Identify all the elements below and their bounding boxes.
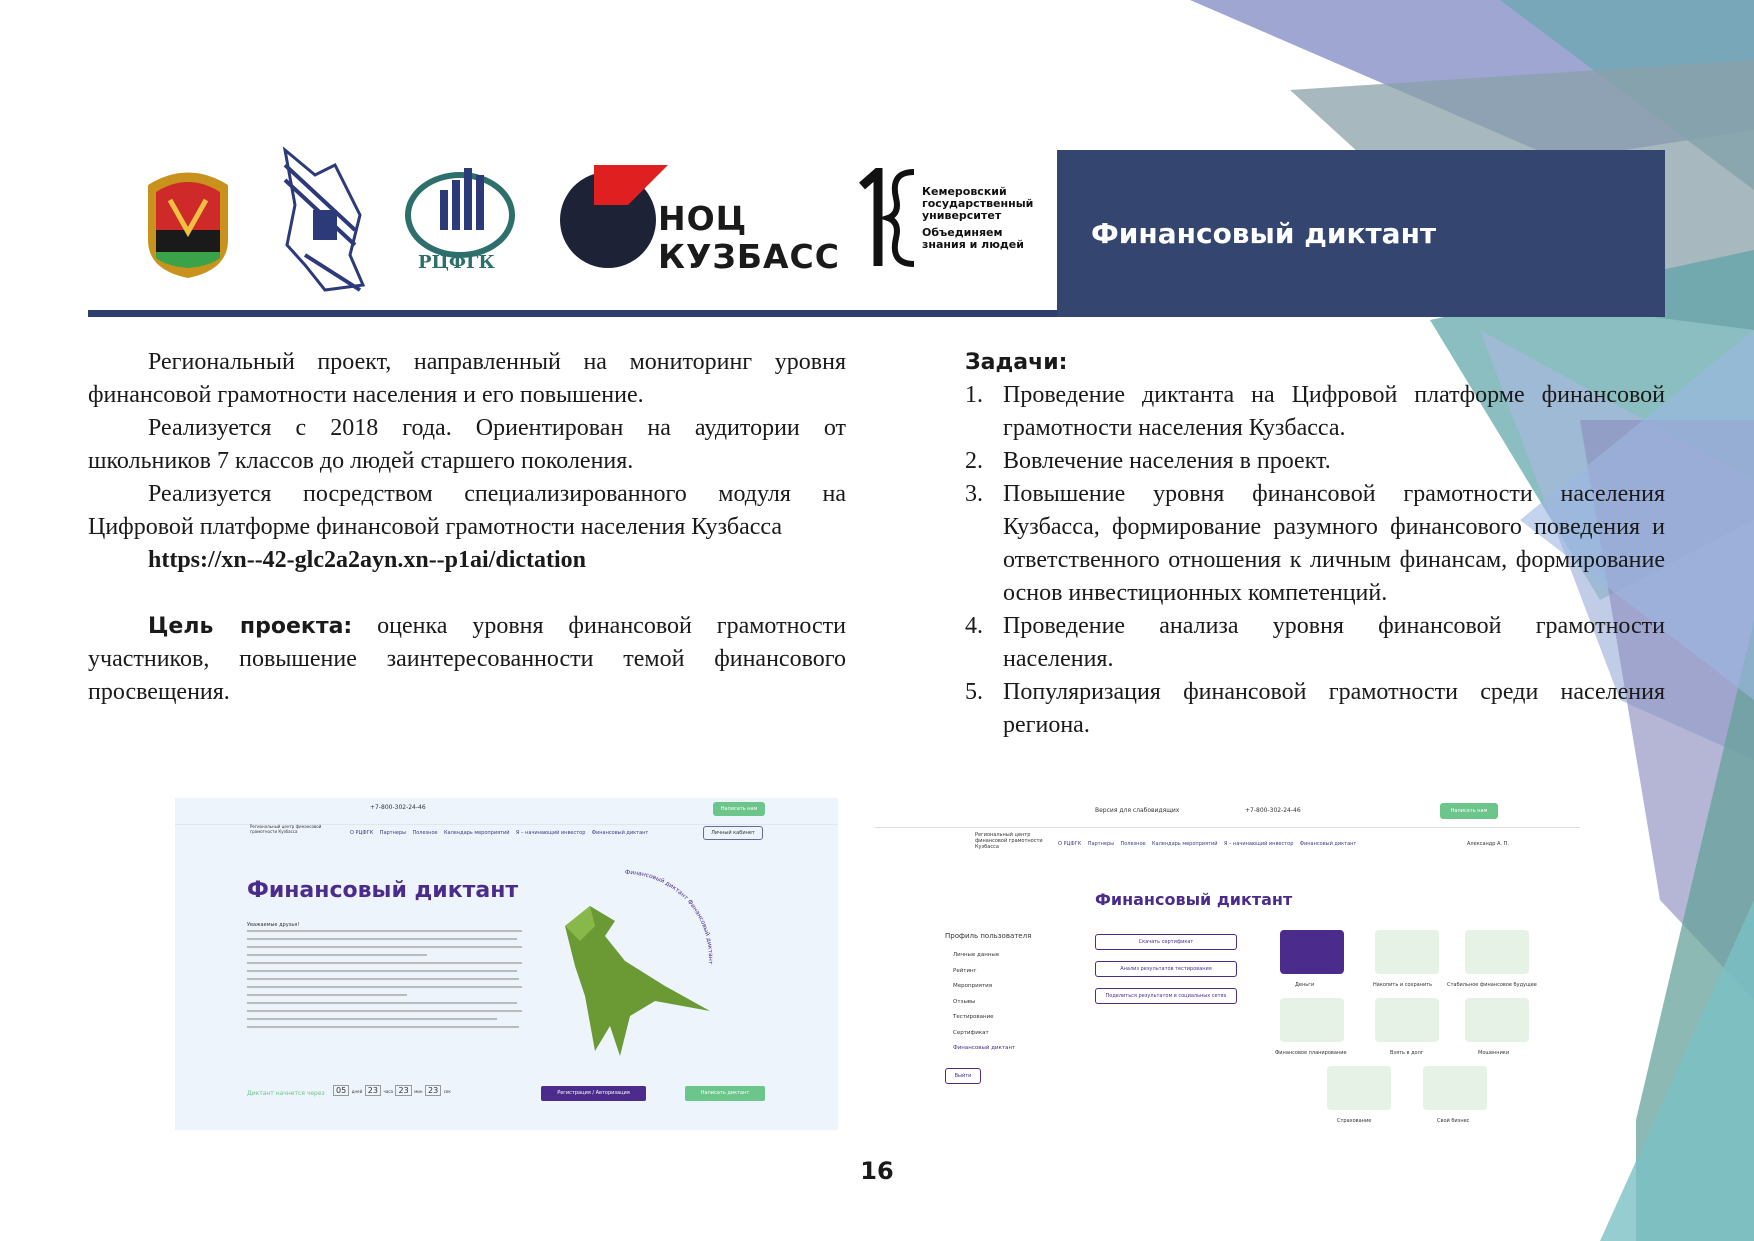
list-item [965, 445, 1665, 478]
noc-circle-icon [558, 165, 668, 270]
noc-line2: КУЗБАСС [658, 237, 840, 276]
circle-text: Финансовый диктант Финансовый диктант [624, 868, 714, 965]
page-number: 16 [860, 1157, 894, 1185]
register-button[interactable]: Регистрация / Авторизация [541, 1086, 646, 1101]
nav-item[interactable]: Я – начинающий инвестор [1223, 841, 1294, 847]
greeting-text: Уважаемые друзья! [247, 922, 300, 928]
accessibility-link[interactable]: Версия для слабовидящих [1095, 807, 1180, 814]
list-number: 5. [965, 679, 983, 705]
kemsu-line: государственный [922, 197, 1034, 210]
phone-text: +7-800-302-24-46 [1245, 807, 1301, 814]
user-name[interactable]: Александр А. П. [1467, 841, 1509, 847]
svg-text:Финансовый диктант Финансовый [625, 869, 714, 965]
countdown-unit: дней [351, 1089, 363, 1094]
countdown-seconds: 23 [425, 1085, 441, 1096]
download-certificate-button[interactable]: Скачать сертификат [1095, 934, 1237, 950]
list-number: 2. [965, 448, 983, 474]
noc-line1: НОЦ [658, 199, 748, 238]
kemsu-mark-icon [858, 168, 920, 268]
nav-item[interactable]: Я – начинающий инвестор [515, 830, 586, 836]
page-title: Финансовый диктант [1091, 217, 1437, 250]
write-dictation-button[interactable]: Написать диктант [685, 1086, 765, 1101]
nav-item[interactable]: Финансовый диктант [1299, 841, 1357, 847]
tile-label: Мошенники [1478, 1050, 1510, 1056]
phone-text: +7-800-302-24-46 [370, 804, 426, 811]
tile-savings-icon[interactable] [1375, 930, 1439, 974]
nav-bar [350, 830, 648, 836]
profile-menu-item[interactable]: Сертификат [953, 1029, 989, 1036]
paragraph-2: Реализуется с 2018 года. Ориентирован на аудитории от школьников 7 классов до людей старшего поколения. [88, 415, 846, 474]
website-screenshot-2 [875, 798, 1580, 1128]
list-text: Проведение диктанта на Цифровой платформе финансовой грамотности населения Кузбасса. [1003, 382, 1665, 441]
nav-item[interactable]: Финансовый диктант [591, 830, 649, 836]
tile-business-icon[interactable] [1423, 1066, 1487, 1110]
kemsu-slogan: Объединяем [922, 226, 1003, 239]
test-analysis-button[interactable]: Анализ результатов тестирования [1095, 961, 1237, 977]
countdown-timer [333, 1086, 451, 1095]
tile-money-icon[interactable] [1280, 930, 1344, 974]
tile-fraud-icon[interactable] [1465, 998, 1529, 1042]
nav-item[interactable]: Полезное [412, 830, 438, 836]
tile-label: Финансовое планирование [1275, 1050, 1347, 1056]
goal-label: Цель проекта: [148, 614, 353, 639]
share-result-button[interactable]: Поделиться результатом в социальных сетях [1095, 988, 1237, 1004]
list-number: 1. [965, 382, 983, 408]
org-name: Региональный центр финансовой грамотности Кузбасса [975, 832, 1043, 850]
nav-item[interactable]: Календарь мероприятий [1151, 841, 1218, 847]
tasks-heading: Задачи: [965, 350, 1068, 375]
rcfgk-label: РЦФГК [418, 252, 495, 273]
account-button[interactable]: Личный кабинет [703, 826, 763, 840]
website-screenshot-1 [175, 798, 838, 1130]
tile-planning-icon[interactable] [1280, 998, 1344, 1042]
paragraph-3: Реализуется посредством специализированного модуля на Цифровой платформе финансовой грамотности населения Кузбасса [88, 481, 846, 540]
countdown-hours: 23 [365, 1085, 381, 1096]
tile-insurance-icon[interactable] [1327, 1066, 1391, 1110]
title-banner [1057, 150, 1665, 317]
list-text: Популяризация финансовой грамотности среди населения региона. [1003, 679, 1665, 738]
body-text-lines [247, 930, 547, 1035]
shot2-heading: Финансовый диктант [1095, 890, 1293, 909]
list-number: 3. [965, 481, 983, 507]
nav-bar [1058, 841, 1356, 847]
profile-menu-item[interactable]: Рейтинг [953, 967, 977, 974]
nav-item[interactable]: Календарь мероприятий [443, 830, 510, 836]
contact-button[interactable]: Написать нам [1440, 803, 1498, 819]
tile-borrow-icon[interactable] [1375, 998, 1439, 1042]
goal-paragraph [88, 610, 846, 709]
profile-menu-item[interactable]: Личные данные [953, 952, 1000, 958]
countdown-minutes: 23 [395, 1085, 411, 1096]
countdown-unit: мин [414, 1089, 423, 1094]
nav-item[interactable]: Партнеры [379, 830, 407, 836]
countdown-label: Диктант начнется через [247, 1090, 325, 1097]
noc-kuzbass-logo [658, 200, 840, 276]
kuzbass-map-logo [275, 145, 367, 295]
countdown-unit: сек [443, 1089, 451, 1094]
nav-item[interactable]: Партнеры [1087, 841, 1115, 847]
list-item [965, 379, 1665, 445]
profile-menu-item[interactable]: Финансовый диктант [953, 1045, 1016, 1051]
profile-menu [953, 948, 1015, 1057]
contact-button[interactable]: Написать нам [713, 802, 765, 816]
kemsu-line: университет [922, 209, 1002, 222]
right-column [965, 346, 1665, 742]
nav-item[interactable]: О РЦФГК [1058, 841, 1082, 847]
nav-item[interactable]: О РЦФГК [350, 830, 374, 836]
tile-label: Взять в долг [1390, 1050, 1424, 1056]
list-item [965, 478, 1665, 610]
paragraph-1: Региональный проект, направленный на мониторинг уровня финансовой грамотности населения и его повышение. [88, 349, 846, 408]
kemsu-line: Кемеровский [922, 185, 1007, 198]
goal-text: оценка уровня финансовой грамотности участников, повышение заинтересованности темой финансового просвещения. [88, 613, 847, 705]
countdown-days: 05 [333, 1085, 349, 1096]
tile-label: Страхование [1337, 1118, 1372, 1124]
project-url-link[interactable]: https://xn--42-glc2a2ayn.xn--p1ai/dictation [148, 547, 587, 573]
tile-label: Деньги [1295, 982, 1315, 988]
profile-menu-item[interactable]: Отзывы [953, 998, 976, 1005]
dinosaur-origami-icon [535, 866, 715, 1066]
list-item [965, 610, 1665, 676]
list-number: 4. [965, 613, 983, 639]
tasks-list [965, 379, 1665, 742]
list-text: Вовлечение населения в проект. [1003, 448, 1331, 474]
list-text: Проведение анализа уровня финансовой грамотности населения. [1003, 613, 1665, 672]
kemerovo-coat-of-arms-logo [140, 160, 236, 280]
shot1-heading: Финансовый диктант [247, 878, 519, 903]
profile-menu-item[interactable]: Тестирование [953, 1014, 994, 1020]
countdown-unit: часа [383, 1089, 393, 1094]
nav-item[interactable]: Полезное [1120, 841, 1146, 847]
list-item [965, 676, 1665, 742]
left-column [88, 346, 846, 709]
tile-label: Накопить и сохранить [1373, 982, 1433, 988]
kemsu-logo-text [922, 186, 1033, 251]
profile-title: Профиль пользователя [945, 932, 1032, 940]
rcfgk-emblem-icon [400, 160, 520, 260]
tile-future-icon[interactable] [1465, 930, 1529, 974]
kemsu-slogan: знания и людей [922, 238, 1024, 251]
logout-button[interactable]: Выйти [945, 1068, 981, 1084]
profile-menu-item[interactable]: Мероприятия [953, 983, 993, 989]
rcfgk-logo [400, 160, 520, 280]
list-text: Повышение уровня финансовой грамотности населения Кузбасса, формирование разумного финансового поведения и ответственного отношения к личным финансам, формирование основ инвестиционных компетенций. [1003, 481, 1665, 606]
tile-label: Свой бизнес [1437, 1118, 1470, 1124]
tile-label: Стабильное финансовое будущее [1447, 982, 1537, 988]
org-name: Региональный центр финансовой грамотности Кузбасса [250, 824, 322, 834]
